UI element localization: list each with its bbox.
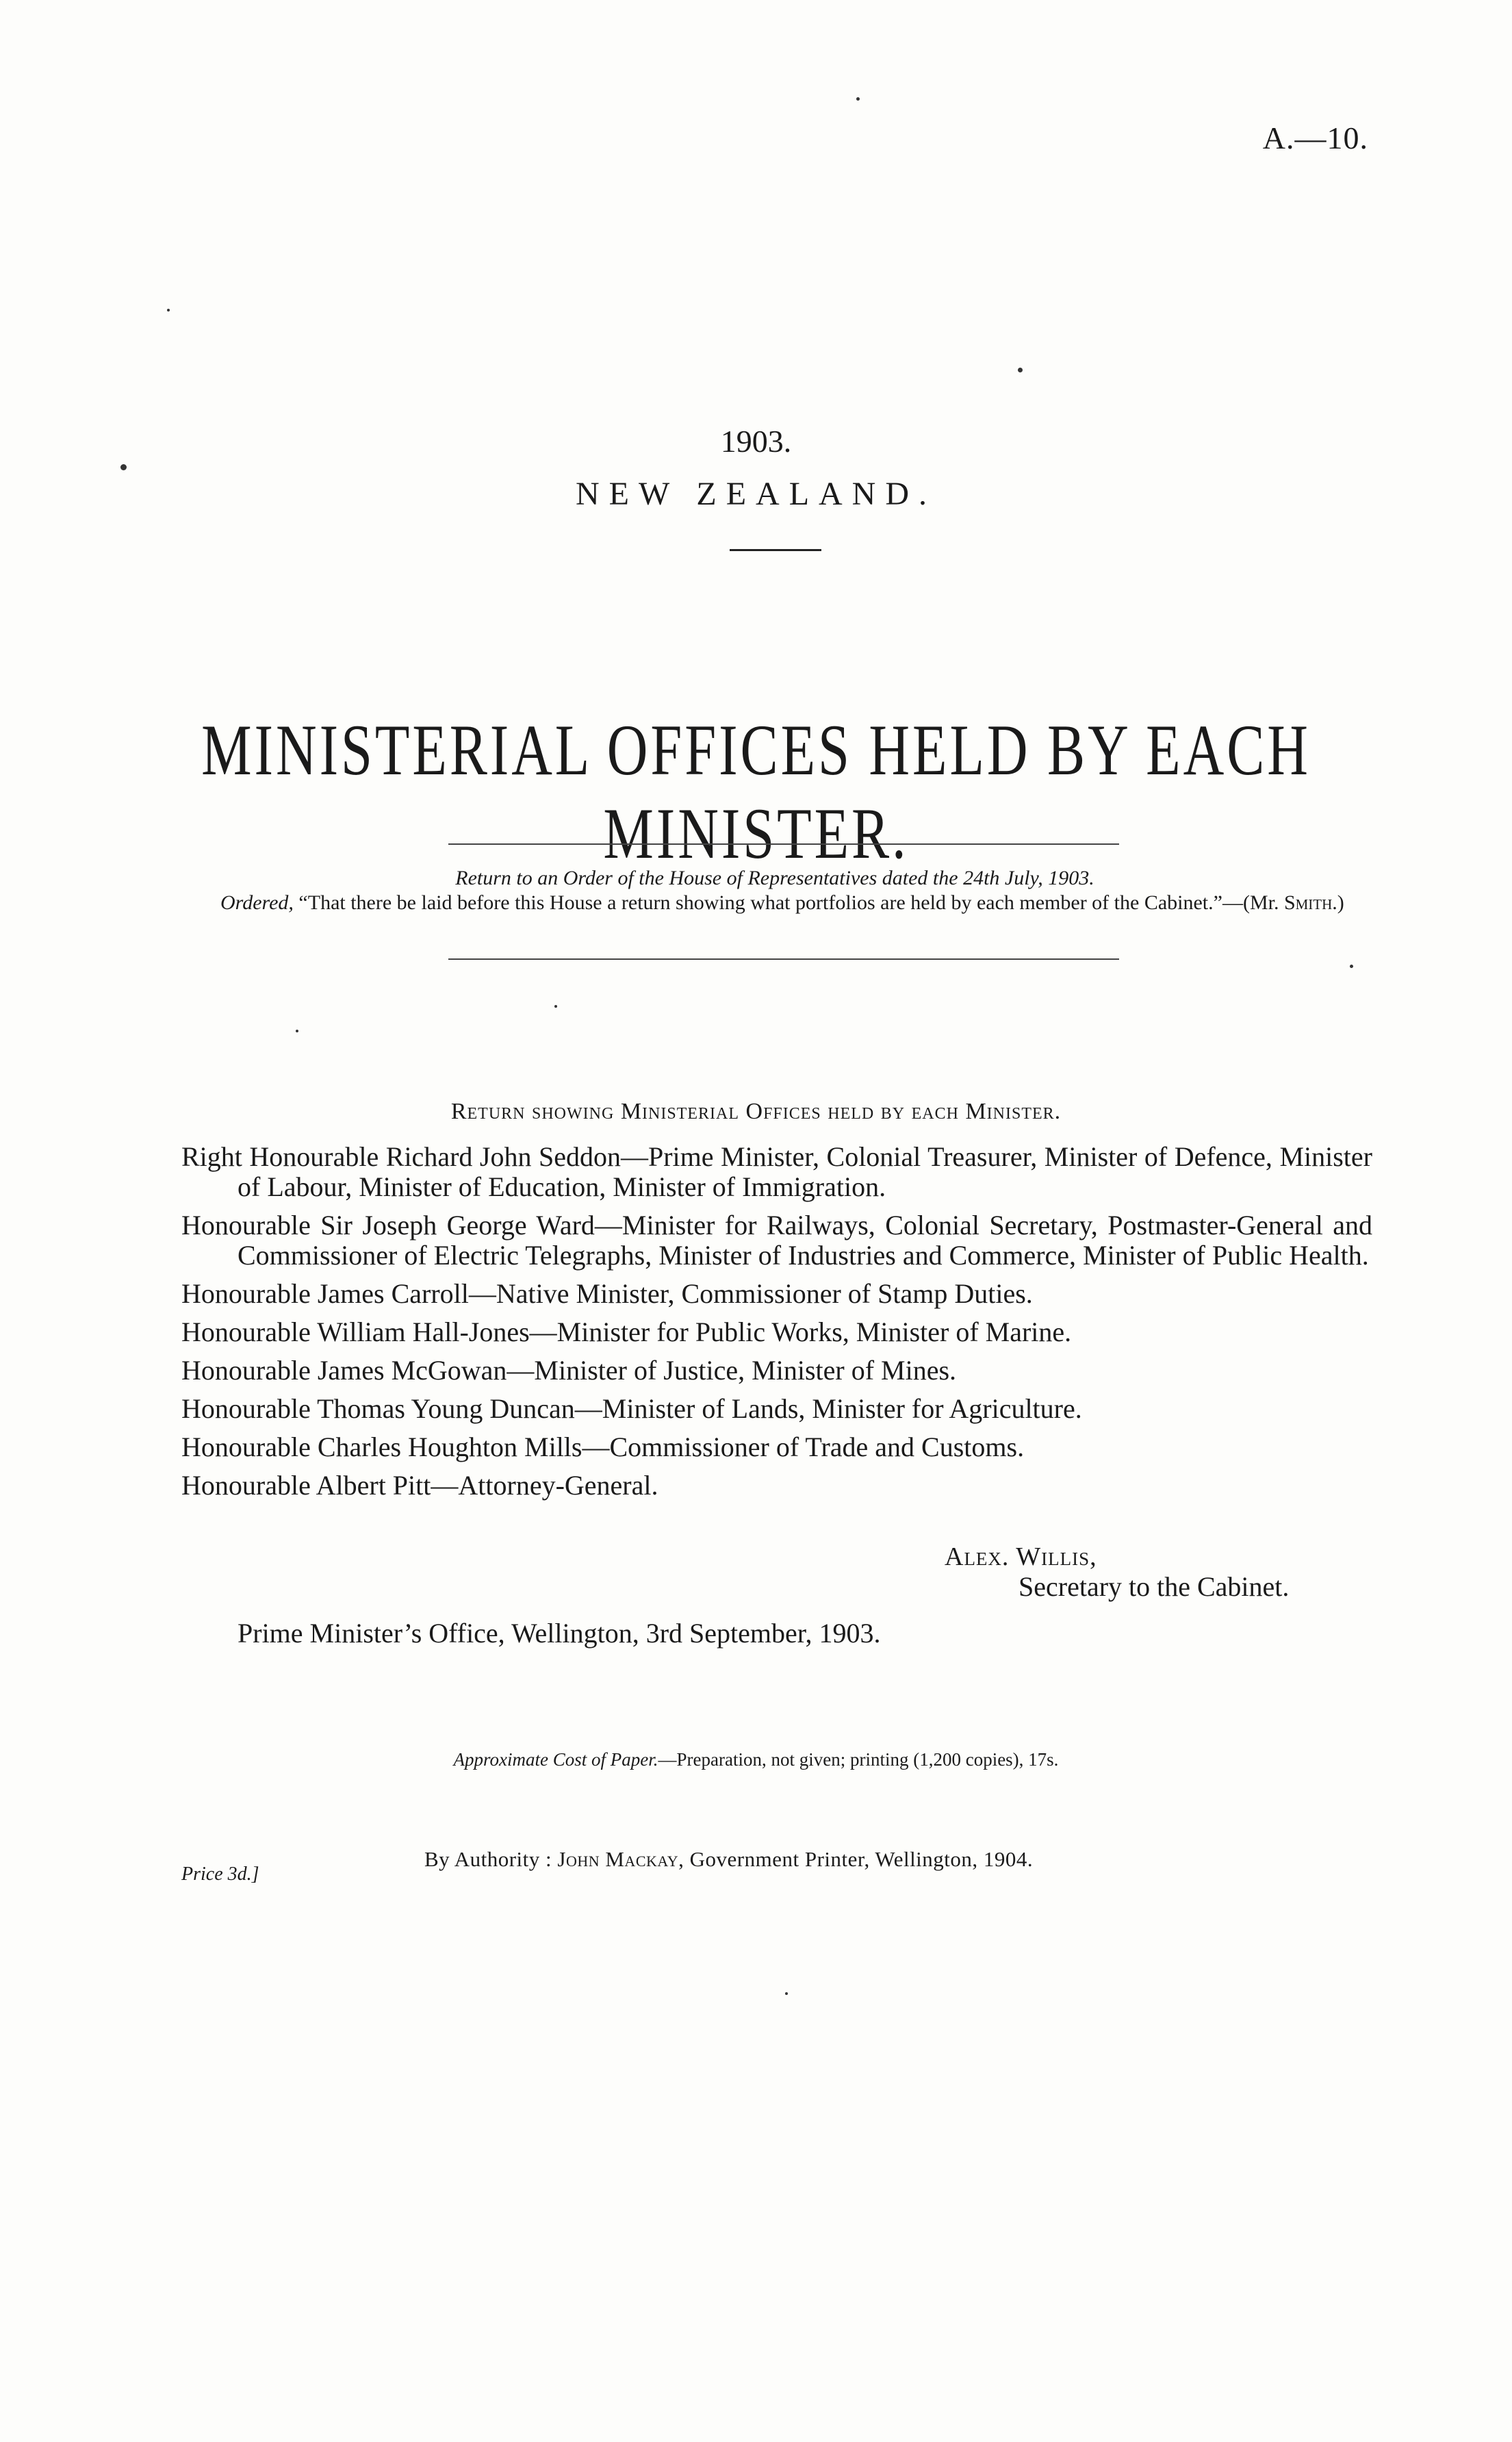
ministers-list — [181, 1142, 1372, 1509]
minister-entry: Honourable James McGowan—Minister of Justice, Minister of Mines. — [181, 1355, 957, 1386]
scan-speck — [120, 464, 127, 470]
ordered-end: .) — [1332, 891, 1344, 914]
ordered-text: “That there be laid before this House a return showing what portfolios are held by each member of the Cabinet.”—(Mr. — [298, 891, 1284, 914]
scan-speck — [856, 97, 860, 101]
order-block — [179, 866, 1370, 915]
scan-speck — [1350, 965, 1353, 968]
ordered-paragraph — [179, 891, 1370, 915]
minister-entry: Honourable Thomas Young Duncan—Minister of Lands, Minister for Agriculture. — [181, 1393, 1082, 1424]
printer-name: John Mackay — [557, 1847, 679, 1871]
divider-bottom — [448, 958, 1119, 960]
scan-speck — [167, 309, 170, 311]
heading-rule — [730, 549, 821, 551]
authority-prefix: By Authority : — [424, 1847, 558, 1871]
minister-entry: Honourable Sir Joseph George Ward—Minister for Railways, Colonial Secretary, Postmaster-General and Commissioner of Electric Telegraphs, Minister of Industries and Commerce, Minister of Public Health. — [181, 1210, 1372, 1271]
scan-speck — [296, 1030, 298, 1032]
document-year: 1903. — [720, 424, 792, 459]
minister-entry: Honourable William Hall-Jones—Minister for Public Works, Minister of Marine. — [181, 1317, 1072, 1347]
country-heading: NEW ZEALAND. — [575, 476, 937, 512]
printer-imprint — [424, 1847, 1033, 1872]
minister-entry: Honourable Albert Pitt—Attorney-General. — [181, 1470, 658, 1501]
dateline: Prime Minister’s Office, Wellington, 3rd September, 1903. — [238, 1618, 881, 1649]
cost-note — [0, 1749, 1512, 1770]
signatory-title: Secretary to the Cabinet. — [1018, 1571, 1290, 1602]
signatory-name: Alex. Willis, — [945, 1542, 1097, 1571]
price-note: Price 3d.] — [181, 1864, 259, 1885]
minister-entry: Right Honourable Richard John Seddon—Prime Minister, Colonial Treasurer, Minister of Defence, Minister of Labour, Minister of Education, Minister of Immigration. — [181, 1141, 1372, 1202]
minister-entry: Honourable James Carroll—Native Minister, Commissioner of Stamp Duties. — [181, 1278, 1033, 1309]
cost-text: —Preparation, not given; printing (1,200 copies), 17s. — [658, 1749, 1059, 1770]
cost-label: Approximate Cost of Paper. — [453, 1749, 658, 1770]
page-title: MINISTERIAL OFFICES HELD BY EACH MINISTER. — [201, 710, 1311, 874]
ordered-mover: Smith — [1283, 891, 1333, 914]
return-heading: Return showing Ministerial Offices held by each Minister. — [450, 1099, 1062, 1124]
divider-top — [448, 843, 1119, 845]
document-reference: A.—10. — [1262, 120, 1368, 155]
scan-speck — [554, 1005, 557, 1008]
ordered-label: Ordered, — [220, 891, 294, 914]
scan-speck — [785, 1992, 788, 1995]
authority-suffix: , Government Printer, Wellington, 1904. — [678, 1847, 1034, 1871]
scan-speck — [1018, 368, 1023, 372]
return-order-line: Return to an Order of the House of Representatives dated the 24th July, 1903. — [455, 867, 1094, 889]
minister-entry: Honourable Charles Houghton Mills—Commissioner of Trade and Customs. — [181, 1432, 1025, 1462]
